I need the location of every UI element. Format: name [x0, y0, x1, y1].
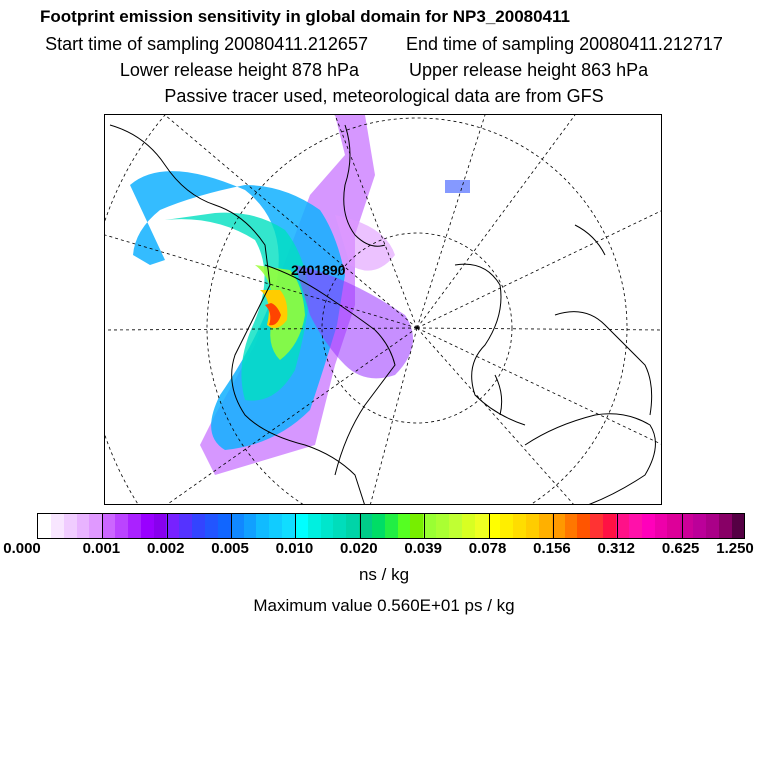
plot-title: Footprint emission sensitivity in global domain for NP3_20080411 [40, 7, 570, 26]
colorbar-segment [423, 514, 436, 538]
map-canvas [105, 115, 662, 505]
colorbar-segment [154, 514, 167, 538]
colorbar-major-tick [360, 514, 361, 538]
sensitivity-field [130, 115, 470, 475]
upper-release-height: Upper release height 863 hPa [409, 60, 649, 80]
colorbar-segment [539, 514, 552, 538]
colorbar-segment [166, 514, 179, 538]
colorbar-segment [590, 514, 603, 538]
colorbar-segment [655, 514, 668, 538]
colorbar-tick-label: 0.005 [211, 540, 249, 557]
colorbar-segment [218, 514, 231, 538]
colorbar-segment [475, 514, 488, 538]
colorbar-segment [732, 514, 745, 538]
release-heights [0, 60, 768, 81]
colorbar-segment [346, 514, 359, 538]
colorbar-segment [526, 514, 539, 538]
colorbar-segment [513, 514, 526, 538]
colorbar-tick-label: 0.002 [146, 540, 185, 557]
colorbar-major-tick [682, 514, 683, 538]
colorbar-tick-label: 0.625 [661, 540, 700, 557]
colorbar-tick-label: 0.039 [404, 540, 442, 557]
colorbar-major-tick [489, 514, 490, 538]
colorbar-segment [205, 514, 218, 538]
colorbar-segment [321, 514, 334, 538]
colorbar-segment [89, 514, 102, 538]
colorbar-segment [577, 514, 590, 538]
colorbar [37, 513, 745, 539]
colorbar-unit: ns / kg [358, 565, 410, 584]
colorbar-major-tick [295, 514, 296, 538]
colorbar-segment [256, 514, 269, 538]
colorbar-segment [436, 514, 449, 538]
colorbar-segment [642, 514, 655, 538]
end-time: End time of sampling 20080411.212717 [406, 34, 723, 54]
colorbar-segment [179, 514, 192, 538]
colorbar-segment [693, 514, 706, 538]
colorbar-segment [410, 514, 423, 538]
colorbar-segment [102, 514, 115, 538]
colorbar-segment [141, 514, 154, 538]
colorbar-major-tick [553, 514, 554, 538]
colorbar-segment [244, 514, 257, 538]
colorbar-major-tick [231, 514, 232, 538]
colorbar-segment [128, 514, 141, 538]
colorbar-tick-label: 0.001 [82, 540, 121, 557]
colorbar-segment [398, 514, 411, 538]
colorbar-tick-label: 0.020 [340, 540, 378, 557]
colorbar-segment [500, 514, 513, 538]
colorbar-segment [462, 514, 475, 538]
colorbar-segment [115, 514, 128, 538]
colorbar-segment [295, 514, 308, 538]
colorbar-segment [706, 514, 719, 538]
colorbar-tick-label: 0.078 [468, 540, 507, 557]
colorbar-segment [719, 514, 732, 538]
colorbar-segment [629, 514, 642, 538]
colorbar-segment [333, 514, 346, 538]
lower-release-height: Lower release height 878 hPa [119, 60, 359, 80]
colorbar-major-tick [617, 514, 618, 538]
colorbar-segment [282, 514, 295, 538]
colorbar-segment [372, 514, 385, 538]
colorbar-segment [565, 514, 578, 538]
colorbar-segment [603, 514, 616, 538]
colorbar-tick-label: 0.010 [275, 540, 314, 557]
colorbar-segment [38, 514, 51, 538]
colorbar-tick-label: 0.312 [597, 540, 636, 557]
tracer-note: Passive tracer used, meteorological data are from GFS [164, 86, 604, 106]
colorbar-segment [385, 514, 398, 538]
colorbar-segment [51, 514, 64, 538]
colorbar-segment [359, 514, 372, 538]
release-location-label: 2401890 [291, 262, 346, 278]
colorbar-tick-label: 0.156 [533, 540, 571, 557]
colorbar-major-tick [424, 514, 425, 538]
colorbar-segment [192, 514, 205, 538]
colorbar-segment [449, 514, 462, 538]
colorbar-segment [64, 514, 77, 538]
sampling-times [0, 34, 768, 55]
colorbar-tick-label: 0.000 [3, 540, 41, 557]
colorbar-segment [231, 514, 244, 538]
colorbar-segment [308, 514, 321, 538]
colorbar-major-tick [167, 514, 168, 538]
start-time: Start time of sampling 20080411.212657 [45, 34, 368, 54]
footprint-map [104, 114, 662, 505]
colorbar-segment [269, 514, 282, 538]
colorbar-segment [667, 514, 680, 538]
colorbar-major-tick [102, 514, 103, 538]
maximum-value: Maximum value 0.560E+01 ps / kg [253, 596, 515, 615]
colorbar-segment [77, 514, 90, 538]
colorbar-tick-label: 1.250 [716, 540, 754, 557]
